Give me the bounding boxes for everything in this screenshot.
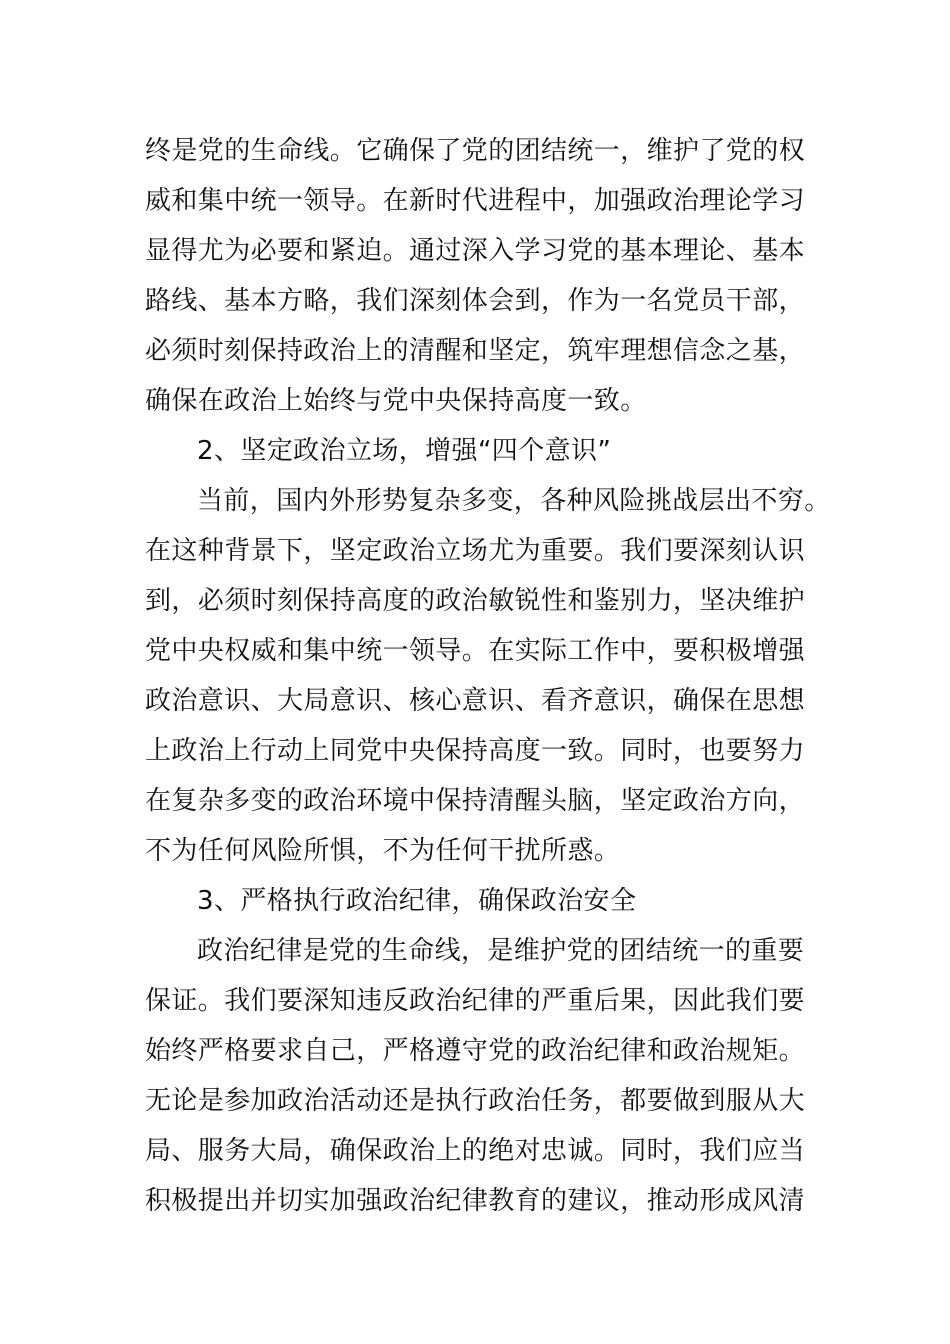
body-line: 到，必须时刻保持高度的政治敏锐性和鉴别力，坚决维护 bbox=[145, 586, 806, 616]
body-line: 保证。我们要深知违反政治纪律的严重后果，因此我们要 bbox=[145, 986, 806, 1016]
body-line: 局、服务大局，确保政治上的绝对忠诚。同时，我们应当 bbox=[145, 1136, 806, 1166]
body-line: 路线、基本方略，我们深刻体会到，作为一名党员干部， bbox=[145, 286, 806, 316]
body-line: 党中央权威和集中统一领导。在实际工作中，要积极增强 bbox=[145, 636, 806, 666]
body-line: 不为任何风险所惧，不为任何干扰所惑。 bbox=[145, 836, 621, 866]
body-line: 终是党的生命线。它确保了党的团结统一，维护了党的权 bbox=[145, 136, 806, 166]
body-line: 上政治上行动上同党中央保持高度一致。同时，也要努力 bbox=[145, 736, 806, 766]
body-line: 政治意识、大局意识、核心意识、看齐意识，确保在思想 bbox=[145, 686, 806, 716]
body-line: 在复杂多变的政治环境中保持清醒头脑，坚定政治方向， bbox=[145, 786, 806, 816]
body-line: 威和集中统一领导。在新时代进程中，加强政治理论学习 bbox=[145, 186, 806, 216]
paragraph-start-line: 政治纪律是党的生命线，是维护党的团结统一的重要 bbox=[197, 936, 805, 966]
body-line: 在这种背景下，坚定政治立场尤为重要。我们要深刻认识 bbox=[145, 536, 806, 566]
section-heading-3: 3、严格执行政治纪律，确保政治安全 bbox=[197, 886, 637, 916]
body-line: 积极提出并切实加强政治纪律教育的建议，推动形成风清 bbox=[145, 1186, 806, 1216]
body-line: 必须时刻保持政治上的清醒和坚定，筑牢理想信念之基， bbox=[145, 336, 806, 366]
body-line: 显得尤为必要和紧迫。通过深入学习党的基本理论、基本 bbox=[145, 236, 806, 266]
body-line: 无论是参加政治活动还是执行政治任务，都要做到服从大 bbox=[145, 1086, 806, 1116]
body-line: 始终严格要求自己，严格遵守党的政治纪律和政治规矩。 bbox=[145, 1036, 806, 1066]
section-heading-2: 2、坚定政治立场，增强“四个意识” bbox=[197, 436, 612, 466]
paragraph-start-line: 当前，国内外形势复杂多变，各种风险挑战层出不穷。 bbox=[197, 486, 831, 516]
document-body bbox=[145, 126, 831, 1226]
body-line: 确保在政治上始终与党中央保持高度一致。 bbox=[145, 386, 647, 416]
